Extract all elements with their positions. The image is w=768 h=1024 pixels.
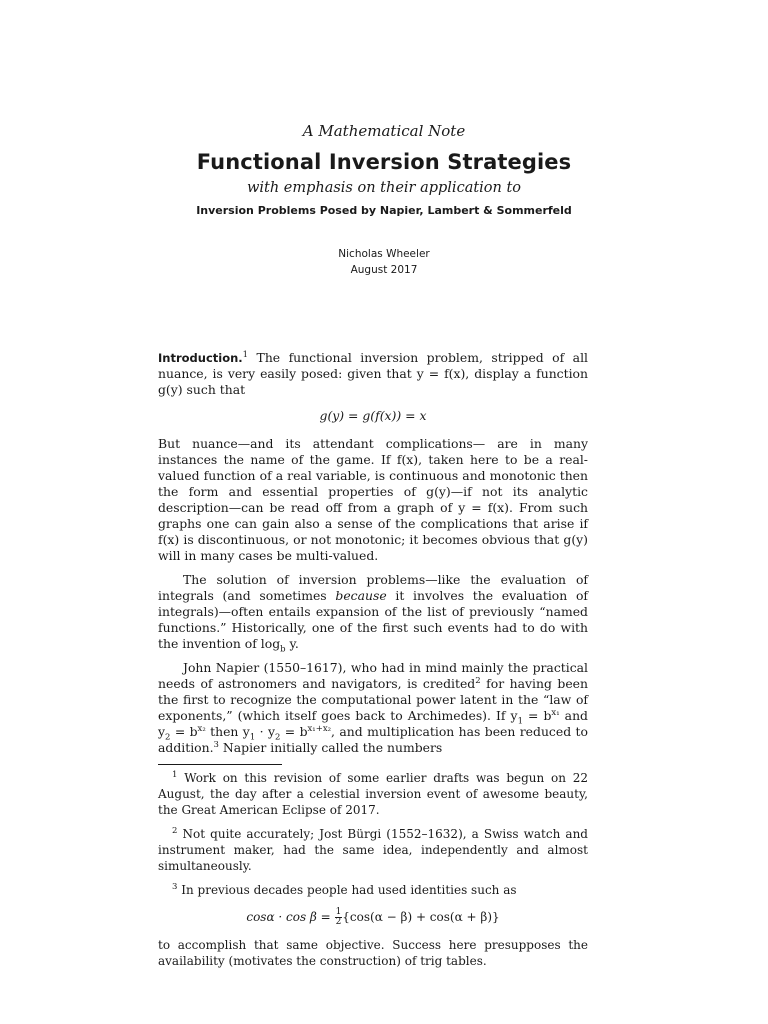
footnote-divider — [158, 764, 282, 765]
napier-text-j: Napier initially called the numbers — [218, 740, 443, 755]
footnote-ref-2: 2 — [475, 675, 481, 686]
author: Nicholas Wheeler — [338, 248, 430, 260]
footnote-3 — [158, 882, 588, 898]
footnote-2-mark: 2 — [172, 826, 178, 836]
date: August 2017 — [350, 264, 418, 276]
footnote-2-text: Not quite accurately; Jost Bürgi (1552–1632), a Swiss watch and instrument maker, had the same idea, independently and almost simultaneously. — [158, 827, 588, 873]
paragraph-solution — [158, 572, 588, 655]
subscript-1: 1 — [517, 716, 523, 727]
paragraph-intro — [158, 350, 588, 398]
paragraph-nuance: But nuance—and its attendant complications— are in many instances the name of the game. If f(x), taken here to be a real-valued function of a real variable, is continuous and monotonic then the form and essential properties of g(y)—if not its analytic description—can be read off from a graph of y = f(x). From such graphs one can gain also a sense of the complications that arise if f(x) is discontinuous, or not monotonic; it becomes obvious that g(y) will in many cases be multi-valued. — [158, 436, 588, 563]
paragraph-intro-text: The functional inversion problem, stripped of all nuance, is very easily posed: given that y = f(x), display a function g(y) such that — [158, 350, 588, 397]
fraction-numerator: 1 — [335, 907, 342, 917]
footnote-1-mark: 1 — [172, 770, 178, 780]
napier-text-a: John Napier (1550–1617), who had in mind mainly the practical needs of astronomers and navigators, is credited — [158, 660, 588, 691]
paragraph-solution-text-c: y. — [285, 636, 299, 651]
exponent-x1: x₁ — [551, 707, 560, 718]
fraction-denominator: 2 — [335, 917, 342, 927]
exponent-sum: x₁+x₂ — [307, 723, 332, 734]
footnote-3-tail: to accomplish that same objective. Success here presupposes the availability (motivates the construction) of trig tables. — [158, 938, 588, 968]
footnote-2 — [158, 826, 588, 874]
log-base-subscript: b — [280, 644, 286, 655]
napier-text-g: · y — [255, 724, 275, 739]
napier-text-i: , and multiplication has been reduced to addition. — [158, 724, 588, 755]
footnote-1 — [158, 770, 588, 818]
paragraph-solution-text-a: The solution of inversion problems—like the evaluation of integrals (and sometimes — [158, 572, 588, 603]
subscript-1b: 1 — [249, 732, 256, 743]
series-label: A Mathematical Note — [302, 122, 466, 140]
exponent-x2: x₂ — [197, 723, 206, 734]
napier-text-h: = b — [280, 724, 308, 739]
body-text — [158, 350, 588, 977]
trig-eq-left: cosα · cos β = — [246, 910, 335, 924]
intro-heading: Introduction. — [158, 351, 243, 365]
footnote-3-text: In previous decades people had used identities such as — [181, 883, 517, 897]
trig-eq-right: {cos(α − β) + cos(α + β)} — [342, 910, 500, 924]
napier-text-e: = b — [170, 724, 198, 739]
paragraph-napier — [158, 660, 588, 756]
subscript-2: 2 — [165, 732, 171, 743]
paragraph-solution-text-b: it involves the evaluation of integrals)—often entails expansion of the list of previously “named functions.” Historically, one of the first such events had to do with the invention of log — [158, 588, 588, 651]
page-title: Functional Inversion Strategies — [196, 150, 572, 174]
napier-text-c: = b — [522, 708, 552, 723]
equation-trig-identity — [158, 908, 588, 927]
equation-inverse: g(y) = g(f(x)) = x — [319, 408, 427, 423]
subtitle-topic: Inversion Problems Posed by Napier, Lambert & Sommerfeld — [196, 204, 572, 217]
subscript-2b: 2 — [274, 732, 281, 743]
napier-text-b: for having been the first to recognize the computational power latent in the “law of exponents,” (which itself goes back to Archimedes). If y — [158, 676, 588, 723]
napier-text-d: and y — [158, 708, 588, 739]
subtitle: with emphasis on their application to — [246, 180, 522, 196]
footnote-1-text: Work on this revision of some earlier drafts was begun on 22 August, the day after a celestial inversion event of awesome beauty, the Great American Eclipse of 2017. — [158, 771, 588, 817]
napier-text-f: then y — [205, 724, 250, 739]
footnote-3-mark: 3 — [172, 882, 178, 892]
emphasis-because: because — [335, 588, 387, 603]
footnote-ref-3: 3 — [213, 739, 219, 750]
footnote-ref-1: 1 — [242, 349, 249, 360]
